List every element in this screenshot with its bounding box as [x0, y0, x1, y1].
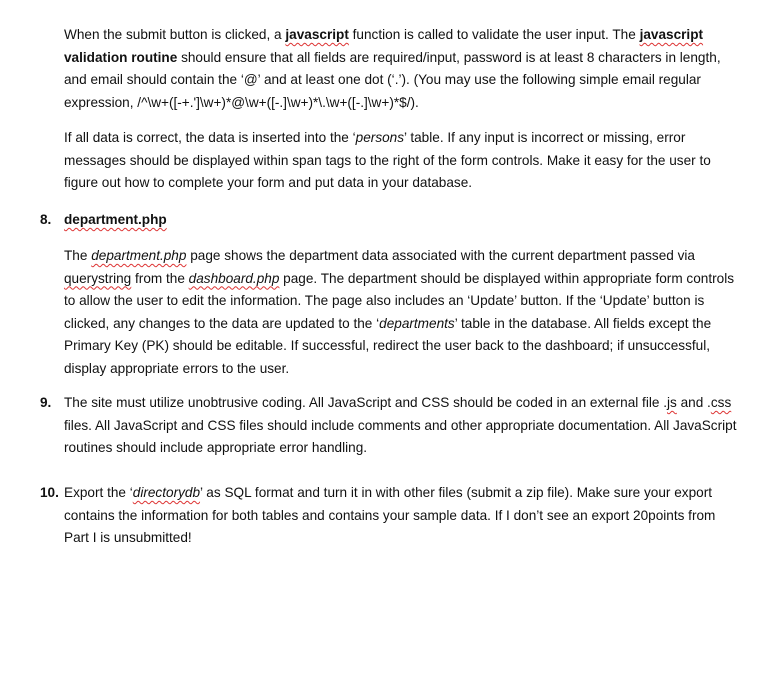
text: ’ table. If any input is incorrect or missing, error messages should be displayed within span tags to the right of the form controls. Make it easy for the user to figure out how to complete your form and put data in your database.	[64, 130, 711, 190]
item8-heading	[64, 209, 744, 232]
item9-body	[64, 392, 744, 460]
item8-body	[64, 245, 744, 380]
text: The site must utilize unobtrusive coding. All JavaScript and CSS should be coded in an external file .	[64, 395, 667, 410]
text: ’ table in the database. All fields except the Primary Key (PK) should be editable. If successful, redirect the user back to the dashboard; if unsuccessful, display appropriate errors to the user.	[64, 315, 712, 376]
text: querystring	[64, 270, 132, 286]
text: page shows the department data associated with the current department passed via	[186, 248, 695, 263]
item-number-10: 10.	[40, 485, 59, 500]
text: validation routine	[64, 49, 178, 65]
text: The	[64, 248, 92, 263]
text: directorydb	[132, 485, 201, 500]
item-number-8: 8.	[40, 212, 52, 227]
paragraph-validation	[64, 24, 744, 114]
text: page. The department should be displayed within appropriate form controls to allow the user to edit the information. The page also includes an ‘Update’ button. If the ‘Update’ button is clicked, any changes to the data are updated to the ‘	[64, 270, 735, 331]
item10-body	[64, 482, 744, 550]
paragraph-insert	[64, 127, 744, 195]
text: department.php	[64, 212, 167, 227]
item-number-9: 9.	[40, 395, 52, 410]
text: javascript	[639, 27, 704, 42]
text: from the	[131, 270, 189, 286]
text: ’ as SQL format and turn it in with other files (submit a zip file). Make sure your export contains the information for both tables and contains your sample data. If I don’t see an export 20points from Part I is unsubmitted!	[64, 485, 716, 545]
text: and .	[676, 395, 711, 410]
text: should ensure that all fields are required/input, password is at least 8 characters in length, and email should contain the ‘@’ and at least one dot (‘.’). (You may use the following simple email regular expression, /^\w+([-+.']\w+)*@\w+([-.]\w+)*\.\w+([-.]\w+)*$/).	[64, 49, 721, 110]
text: javascript	[285, 27, 349, 42]
text: Export the ‘	[64, 485, 133, 500]
text: files. All JavaScript and CSS files should include comments and other appropriate documentation. All JavaScript routines should include appropriate error handling.	[64, 417, 737, 455]
text: When the submit button is clicked, a	[64, 27, 286, 42]
text: function is called to validate the user input. The	[348, 27, 640, 42]
text: dashboard.php	[188, 270, 280, 286]
text: If all data is correct, the data is inserted into the ‘	[64, 130, 356, 145]
text: persons	[355, 130, 405, 145]
text: css	[710, 395, 732, 410]
text: department.php	[91, 248, 187, 263]
text: departments	[379, 315, 455, 331]
text: js	[667, 395, 677, 410]
